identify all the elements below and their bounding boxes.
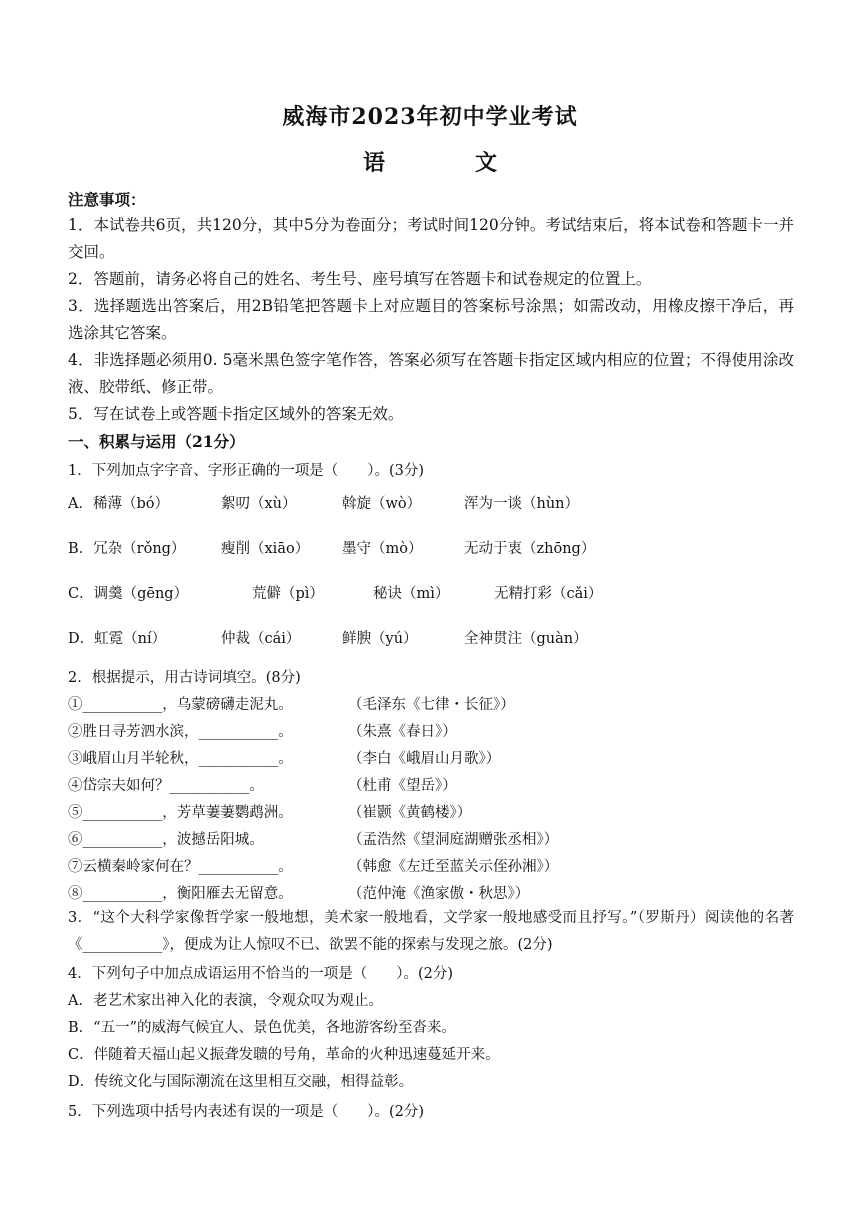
poem-source: （崔颢《黄鹤楼》） [348,805,472,821]
question-3-text: 3．“这个大科学家像哲学家一般地想，美术家一般地看，文学家一般地感受而且抒写。”（罗斯丹）阅读他的名著《___________》，便成为让人惊叹不已、欲罢不能的探索与发现之旅。(2分) [68,910,794,953]
notice-item: 1．本试卷共6页，共120分，其中5分为卷面分；考试时间120分钟。考试结束后，将本试卷和答题卡一并交回。 [68,216,794,261]
poem-fill-row [68,855,788,877]
poem-verse: ⑦云横秦岭家何在？___________。 [68,859,293,875]
poem-source: （毛泽东《七律・长征》） [348,697,515,713]
option-text: D．虹霓（ní） [68,631,167,647]
question-1-stem: 1．下列加点字字音、字形正确的一项是（ ）。(3分) [68,463,425,479]
poem-source: （李白《峨眉山月歌》） [348,751,501,767]
notice-heading: 注意事项： [68,190,146,209]
option-text: 絮叨（xù） [221,496,297,512]
option-text: A．稀薄（bó） [68,496,169,512]
poem-source: （韩愈《左迁至蓝关示侄孙湘》） [348,859,559,875]
question-1-option-d [68,627,788,651]
section-heading: 一、积累与运用（21分） [68,432,245,451]
notice-item: 4．非选择题必须用0. 5毫米黑色签字笔作答，答案必须写在答题卡指定区域内相应的位置；不得使用涂改液、胶带纸、修正带。 [68,351,794,396]
option-text: 无精打彩（cǎi） [494,586,603,602]
notice-item: 3．选择题选出答案后，用2B铅笔把答题卡上对应题目的答案标号涂黑；如需改动，用橡皮擦干净后，再选涂其它答案。 [68,297,794,342]
option-text: 斡旋（wò） [342,496,422,512]
poem-source: （孟浩然《望洞庭湖赠张丞相》） [348,832,559,848]
poem-fill-row [68,801,788,823]
poem-source: （杜甫《望岳》） [348,778,457,794]
poem-verse: ⑧___________，衡阳雁去无留意。 [68,886,293,902]
option-text: 秘诀（mì） [373,586,450,602]
question-1-option-a [68,492,788,516]
poem-verse: ⑥___________，波撼岳阳城。 [68,832,264,848]
option-text: C．调羹（gēng） [68,586,189,602]
poem-fill-row [68,747,788,769]
subject-title: 语 文 [362,150,531,176]
option-text: 墨守（mò） [342,541,423,557]
option-text: 无动于衷（zhōng） [464,541,596,557]
poem-fill-row [68,882,788,904]
question-4-option-d: D．传统文化与国际潮流在这里相互交融，相得益彰。 [68,1074,414,1090]
question-4-option-a: A．老艺术家出神入化的表演，令观众叹为观止。 [68,993,383,1009]
poem-verse: ④岱宗夫如何？___________。 [68,778,264,794]
question-2-stem: 2．根据提示，用古诗词填空。(8分) [68,670,301,686]
question-1-option-c [68,582,788,606]
notice-item: 5．写在试卷上或答题卡指定区域外的答案无效。 [68,405,404,423]
question-4-stem: 4．下列句子中加点成语运用不恰当的一项是（ ）。(2分) [68,966,454,982]
poem-verse: ②胜日寻芳泗水滨，___________。 [68,724,293,740]
option-text: 鲜腴（yú） [342,631,418,647]
notice-item: 2．答题前，请务必将自己的姓名、考生号、座号填写在答题卡和试卷规定的位置上。 [68,270,652,288]
poem-fill-row [68,693,788,715]
exam-title: 威海市2023年初中学业考试 [282,104,578,130]
question-5-stem: 5．下列选项中括号内表述有误的一项是（ ）。(2分) [68,1104,425,1120]
option-text: 荒僻（pì） [252,586,324,602]
poem-fill-row [68,720,788,742]
option-text: 瘦削（xiāo） [221,541,310,557]
poem-verse: ①___________，乌蒙磅礴走泥丸。 [68,697,293,713]
question-4-option-b: B．“五一”的威海气候宜人、景色优美，各地游客纷至沓来。 [68,1020,456,1036]
option-text: 仲裁（cái） [221,631,301,647]
poem-fill-row [68,828,788,850]
option-text: 全神贯注（guàn） [464,631,588,647]
question-4-option-c: C．伴随着天福山起义振聋发聩的号角，革命的火种迅速蔓延开来。 [68,1047,500,1063]
poem-source: （范仲淹《渔家傲・秋思》） [348,886,530,902]
option-text: 浑为一谈（hùn） [464,496,580,512]
poem-source: （朱熹《春日》） [348,724,457,740]
option-text: B．冗杂（rǒng） [68,541,186,557]
poem-verse: ⑤___________，芳草萋萋鹦鹉洲。 [68,805,293,821]
poem-fill-row [68,774,788,796]
question-1-option-b [68,537,788,561]
poem-verse: ③峨眉山月半轮秋，___________。 [68,751,293,767]
